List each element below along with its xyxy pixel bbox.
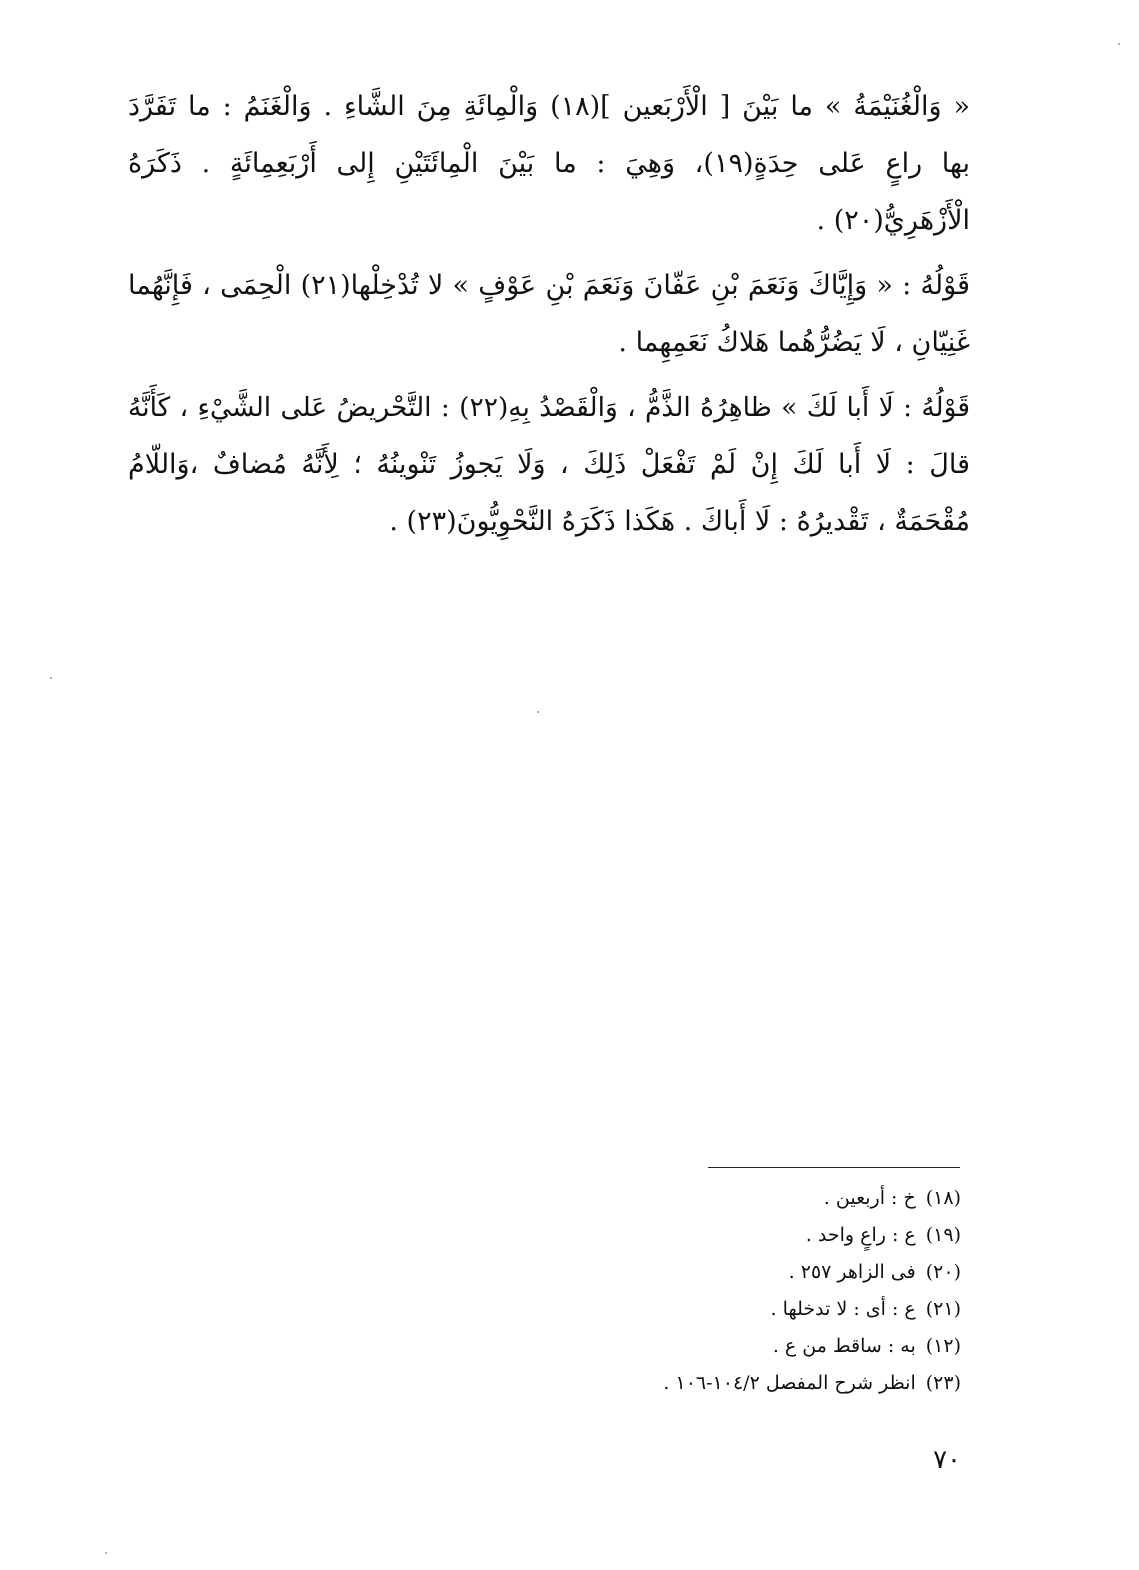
- footnote: [541, 1365, 961, 1402]
- footnote: [541, 1180, 961, 1217]
- footnote-number: (٢١): [925, 1298, 961, 1320]
- footnote-text: خ : أربعين .: [823, 1187, 916, 1209]
- footnote: [541, 1328, 961, 1365]
- text-line: قالَ : لَا أَبا لَكَ إِنْ لَمْ تَفْعَلْ ذَلِكَ ، وَلَا يَجوزُ تَنْوينُهُ ؛ لِأَنَّهُ مُضافٌ ،وَاللّامُ: [128, 449, 970, 480]
- footnotes: [541, 1180, 961, 1402]
- scan-speck: [50, 677, 52, 679]
- footnote-number: (١٨): [925, 1187, 961, 1209]
- footnote-separator: [708, 1167, 960, 1168]
- footnote-number: (١٩): [925, 1224, 961, 1246]
- scan-speck: [1118, 43, 1120, 45]
- footnote: [541, 1254, 961, 1291]
- scan-speck: [537, 711, 539, 713]
- footnote-text: به : ساقط من ع .: [772, 1335, 916, 1357]
- footnote: [541, 1217, 961, 1254]
- footnote-text: فى الزاهر ٢٥٧ .: [788, 1261, 916, 1283]
- footnote-text: ع : راعٍ واحد .: [805, 1224, 916, 1246]
- text-line: بها راعٍ عَلى حِدَةٍ(١٩)، وَهِيَ : ما بَيْنَ الْمِائَتَيْنِ إِلى أَرْبَعِمِائَةٍ . ذَكَرَهُ: [128, 148, 970, 179]
- footnote-number: (١٢): [925, 1335, 961, 1357]
- main-text: [128, 78, 970, 558]
- footnote: [541, 1291, 961, 1328]
- text-line: الْأَزْهَرِيُّ(٢٠) .: [816, 205, 970, 236]
- text-line: غَنِيّانِ ، لَا يَضُرُّهُما هَلاكُ نَعَمِهِما .: [618, 327, 970, 358]
- text-line: قَوْلُهُ : « وَإِيَّاكَ وَنَعَمَ بْنِ عَفّانَ وَنَعَمَ بْنِ عَوْفٍ » لا تُدْخِلْها(٢١) الْحِمَى ، فَإِنَّهُما: [128, 270, 970, 301]
- footnote-text: ع : أى : لا تدخلها .: [770, 1298, 916, 1320]
- text-line: « وَالْغُنَيْمَةُ » ما بَيْنَ [ الْأَرْبَعين ](١٨) وَالْمِائَةِ مِنَ الشَّاءِ . وَالْغَنَمُ : ما تَفَرَّدَ: [128, 91, 970, 122]
- paragraph-iyyaka: [128, 257, 970, 371]
- footnote-number: (٢٠): [925, 1261, 961, 1283]
- page-number: ٧٠: [933, 1445, 961, 1475]
- paragraph-la-aba-laka: [128, 379, 970, 550]
- text-line: مُقْحَمَةٌ ، تَقْديرُهُ : لَا أَباكَ . هَكَذا ذَكَرَهُ النَّحْوِيُّونَ(٢٣) .: [389, 506, 970, 537]
- footnote-number: (٢٣): [925, 1372, 961, 1394]
- text-line: قَوْلُهُ : لَا أَبا لَكَ » ظاهِرُهُ الذَّمُّ ، وَالْقَصْدُ بِهِ(٢٢) : التَّحْريضُ عَلى الشَّيْءِ ، كَأَنَّهُ: [128, 392, 970, 423]
- scan-speck: [105, 1552, 107, 1554]
- paragraph-ghunaymah: [128, 78, 970, 249]
- footnote-text: انظر شرح المفصل ١٠٤/٢-١٠٦ .: [663, 1372, 916, 1394]
